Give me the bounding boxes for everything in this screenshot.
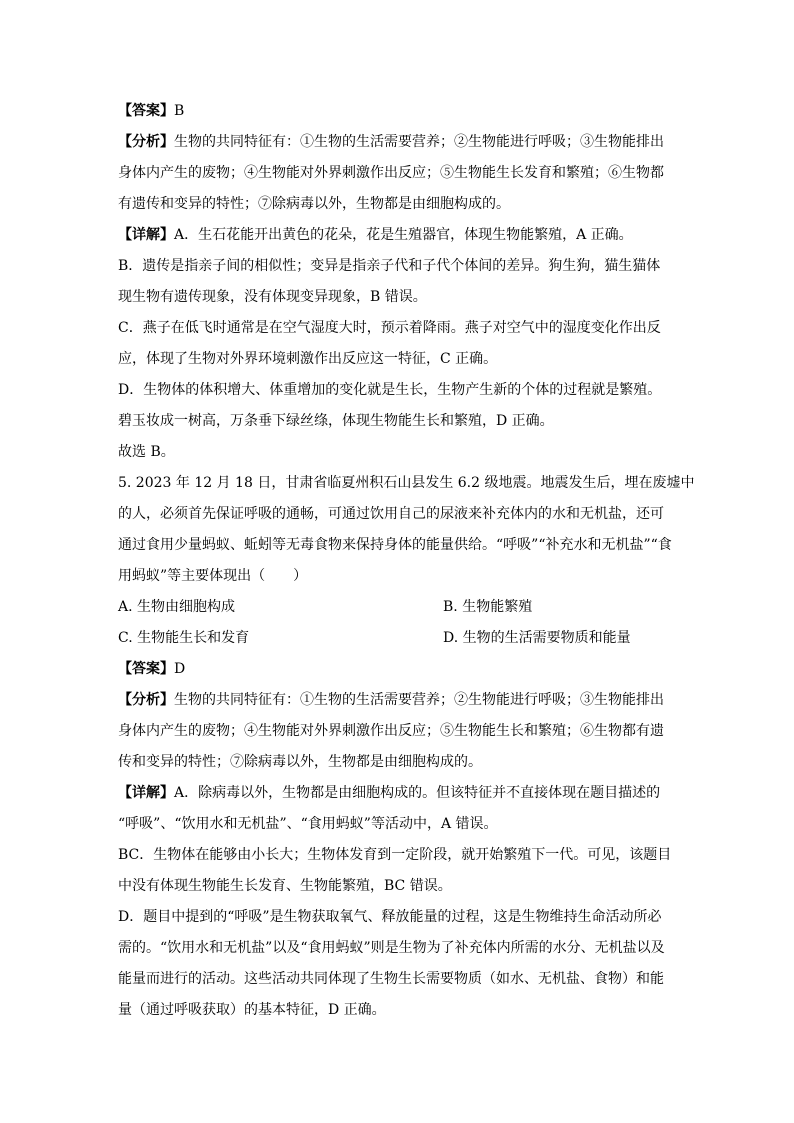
option-label: A. bbox=[118, 599, 133, 615]
analysis-text: 身体内产生的废物；④生物能对外界刺激作出反应；⑤生物能生长和繁殖；⑥生物都有遗 bbox=[118, 723, 664, 739]
answer-tag: 【答案】 bbox=[118, 661, 174, 677]
answer-tag: 【答案】 bbox=[118, 103, 174, 119]
detail-line bbox=[118, 778, 678, 809]
question-stem: 用蚂蚁”等主要体现出（ ） bbox=[118, 568, 308, 584]
analysis-text: 有遗传和变异的特性；⑦除病毒以外，生物都是由细胞构成的。 bbox=[118, 196, 510, 212]
question-stem: 通过食用少量蚂蚁、蚯蚓等无毒食物来保持身体的能量供给。“呼吸”“补充水和无机盐”“食 bbox=[118, 537, 672, 553]
options-row bbox=[118, 623, 678, 654]
analysis-tag: 【分析】 bbox=[118, 134, 174, 150]
analysis-text: 传和变异的特性；⑦除病毒以外，生物都是由细胞构成的。 bbox=[118, 754, 482, 770]
option-label: B. bbox=[443, 599, 458, 615]
option-a bbox=[118, 592, 443, 623]
option-label: C. bbox=[118, 630, 133, 646]
detail-text: 应，体现了生物对外界环境刺激作出反应这一特征，C 正确。 bbox=[118, 351, 498, 367]
option-d bbox=[443, 623, 631, 654]
option-c bbox=[118, 623, 443, 654]
option-label: D. bbox=[443, 630, 459, 646]
option-text: 生物能生长和发育 bbox=[137, 630, 250, 646]
analysis-text: 生物的共同特征有：①生物的生活需要营养；②生物能进行呼吸；③生物能排出 bbox=[174, 692, 664, 708]
detail-tag: 【详解】 bbox=[118, 227, 174, 243]
detail-text: D．生物体的体积增大、体重增加的变化就是生长，生物产生新的个体的过程就是繁殖。 bbox=[118, 382, 662, 398]
analysis-line bbox=[118, 685, 678, 716]
answer-value: D bbox=[174, 661, 186, 677]
detail-text: 碧玉妆成一树高，万条垂下绿丝绦，体现生物能生长和繁殖，D 正确。 bbox=[118, 413, 554, 429]
detail-text: A．生石花能开出黄色的花朵，花是生殖器官，体现生物能繁殖，A 正确。 bbox=[174, 227, 633, 243]
detail-text: “呼吸”、“饮用水和无机盐”、“食用蚂蚁”等活动中，A 错误。 bbox=[118, 816, 498, 832]
option-text: 生物的生活需要物质和能量 bbox=[462, 630, 631, 646]
detail-text: D．题目中提到的“呼吸”是生物获取氧气、释放能量的过程，这是生物维持生命活动所必 bbox=[118, 909, 662, 925]
conclusion-text: 故选 B。 bbox=[118, 444, 175, 460]
answer-line bbox=[118, 96, 678, 127]
analysis-tag: 【分析】 bbox=[118, 692, 174, 708]
detail-text: B．遗传是指亲子间的相似性；变异是指亲子代和子代个体间的差异。狗生狗，猫生猫体 bbox=[118, 258, 661, 274]
option-text: 生物由细胞构成 bbox=[137, 599, 236, 615]
detail-text: 量（通过呼吸获取）的基本特征，D 正确。 bbox=[118, 1002, 386, 1018]
answer-line bbox=[118, 654, 678, 685]
answer-value: B bbox=[174, 103, 185, 119]
detail-text: 现生物有遗传现象，没有体现变异现象，B 错误。 bbox=[118, 289, 427, 305]
option-b bbox=[443, 592, 532, 623]
analysis-line bbox=[118, 127, 678, 158]
detail-tag: 【详解】 bbox=[118, 785, 174, 801]
document-page bbox=[118, 96, 695, 1026]
question-stem: 的人，必须首先保证呼吸的通畅，可通过饮用自己的尿液来补充体内的水和无机盐，还可 bbox=[118, 506, 664, 522]
detail-text: 中没有体现生物能生长发育、生物能繁殖，BC 错误。 bbox=[118, 878, 452, 894]
detail-text: BC．生物体在能够由小长大；生物体发育到一定阶段，就开始繁殖下一代。可见，该题目 bbox=[118, 847, 672, 863]
analysis-text: 身体内产生的废物；④生物能对外界刺激作出反应；⑤生物能生长发育和繁殖；⑥生物都 bbox=[118, 165, 664, 181]
detail-text: C．燕子在低飞时通常是在空气湿度大时，预示着降雨。燕子对空气中的湿度变化作出反 bbox=[118, 320, 661, 336]
option-text: 生物能繁殖 bbox=[462, 599, 533, 615]
detail-line bbox=[118, 220, 678, 251]
analysis-text: 生物的共同特征有：①生物的生活需要营养；②生物能进行呼吸；③生物能排出 bbox=[174, 134, 664, 150]
detail-text: 需的。“饮用水和无机盐”以及“食用蚂蚁”则是生物为了补充体内所需的水分、无机盐以及 bbox=[118, 940, 665, 956]
question-stem: 5. 2023 年 12 月 18 日，甘肃省临夏州积石山县发生 6.2 级地震。地震发生后，埋在废墟中 bbox=[118, 475, 695, 491]
detail-text: A．除病毒以外，生物都是由细胞构成的。但该特征并不直接体现在题目描述的 bbox=[174, 785, 661, 801]
detail-text: 能量而进行的活动。这些活动共同体现了生物生长需要物质（如水、无机盐、食物）和能 bbox=[118, 971, 664, 987]
options-row bbox=[118, 592, 678, 623]
